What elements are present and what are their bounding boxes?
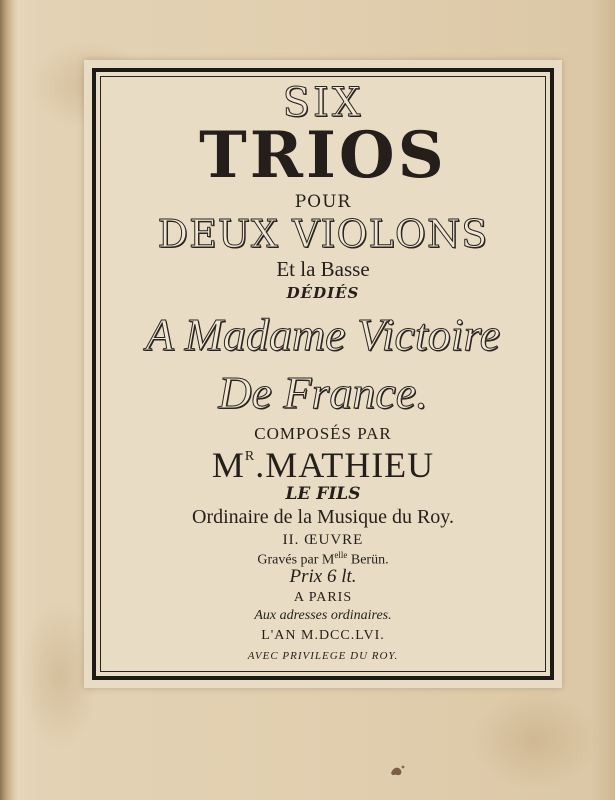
text-year: L'AN M.DCC.LVI.: [261, 628, 385, 643]
binding-edge: [0, 0, 18, 800]
engraver-prefix: Gravés par M: [257, 552, 335, 568]
engraver-sup: elle: [334, 550, 348, 560]
engraver-name: Berün.: [347, 552, 389, 568]
text-dedies: DÉDIÉS: [286, 284, 360, 302]
composer-prefix: M: [211, 445, 245, 485]
text-price: Prix 6 lt.: [289, 566, 357, 587]
ink-blot-mark: [388, 764, 406, 778]
paper-stain: [470, 690, 600, 790]
text-privilege: AVEC PRIVILEGE DU ROY.: [247, 650, 399, 662]
dedicatee-line-1: A Madame Victoire: [145, 309, 501, 360]
dedicatee-line-2: De France.: [218, 367, 428, 418]
title-six: SIX: [282, 80, 364, 126]
composer-name: [100, 444, 546, 486]
text-et-basse: Et la Basse: [276, 257, 370, 281]
text-addresses: Aux adresses ordinaires.: [254, 608, 392, 623]
composer-surname: .MATHIEU: [255, 445, 435, 485]
text-instruments: DEUX VIOLONS: [157, 212, 489, 256]
title-trios: TRIOS: [199, 118, 447, 193]
text-position: Ordinaire de la Musique du Roy.: [192, 506, 454, 528]
text-composes-par: COMPOSÉS PAR: [254, 424, 392, 443]
text-le-fils: LE FILS: [285, 484, 361, 504]
text-pour: POUR: [294, 192, 352, 212]
text-city: A PARIS: [293, 590, 353, 605]
title-page-content: [100, 76, 546, 672]
text-opus: II. ŒUVRE: [282, 532, 364, 548]
composer-prefix-sup: R: [244, 449, 256, 464]
